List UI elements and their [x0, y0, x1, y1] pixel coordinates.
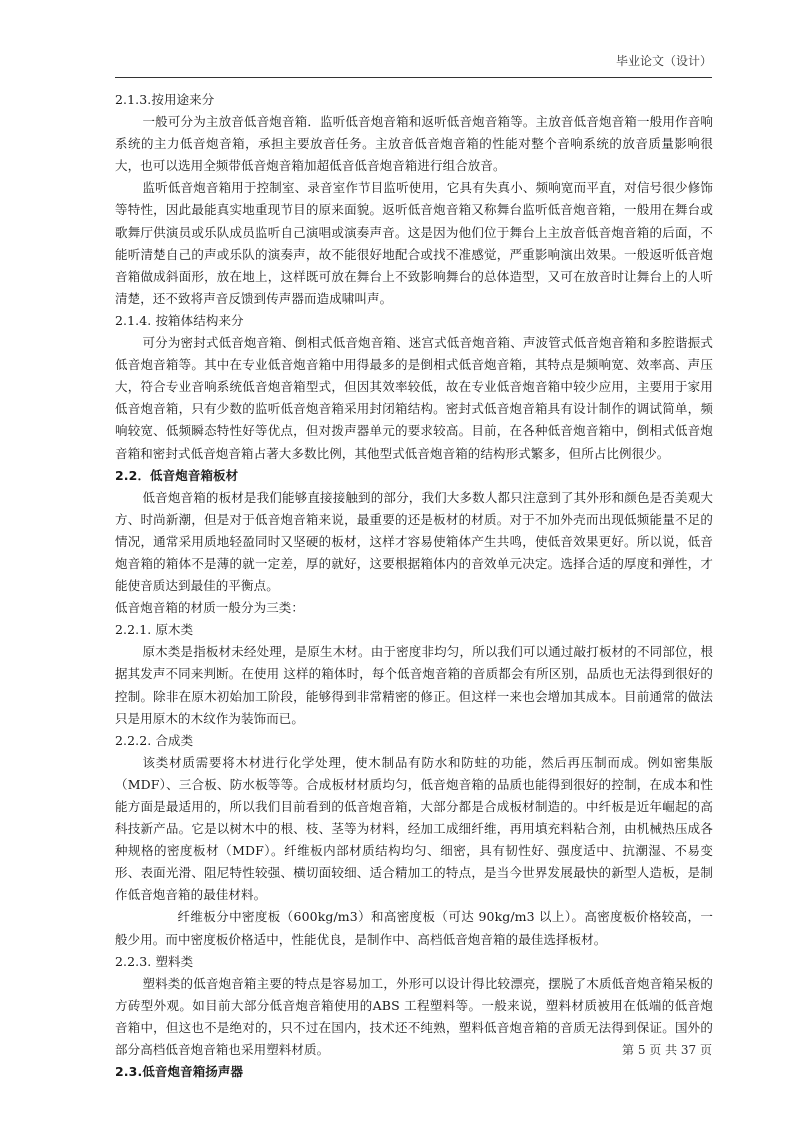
subsection-heading: 2.1.3.按用途来分: [115, 92, 215, 107]
paragraph: 一般可分为主放音低音炮音箱．监听低音炮音箱和返听低音炮音箱等。主放音低音炮音箱一般用作音响系统的主力低音炮音箱，承担主要放音任务。主放音低音炮音箱的性能对整个音响系统的放音质量影响很大，也可以选用全频带低音炮音箱加超低音低音炮音箱进行组合放音。: [115, 114, 713, 174]
subsection-heading: 2.2.1. 原木类: [115, 622, 194, 638]
paragraph: 监听低音炮音箱用于控制室、录音室作节目监听使用，它具有失真小、频响宽而平直，对信号很少修饰等特性，因此最能真实地重现节目的原来面貌。返听低音炮音箱又称舞台监听低音炮音箱，一般用在舞台或歌舞厅供演员或乐队成员监听自己演唱或演奏声音。这是因为他们位于舞台上主放音低音炮音箱的后面，不能听清楚自己的声或乐队的演奏声，故不能很好地配合或找不准感觉，严重影响演出效果。一般返听低音炮音箱做成斜面形，放在地上，这样既可放在舞台上不致影响舞台的总体造型，又可在放音时让舞台上的人听清楚，还不致将声音反馈到传声器而造成啸叫声。: [115, 180, 713, 306]
paragraph: 低音炮音箱的材质一般分为三类：: [115, 600, 305, 616]
section-heading: 2.3.低音炮音箱扬声器: [115, 1064, 244, 1080]
subsection-heading: 2.1.4. 按箱体结构来分: [115, 312, 244, 328]
paragraph: 该类材质需要将木材进行化学处理，使木制品有防水和防蛀的功能，然后再压制而成。例如密集版（MDF）、三合板、防水板等等。合成板材材质均匀，低音炮音箱的品质也能得到很好的控制，在成本和性能方面是最适用的，所以我们目前看到的低音炮音箱，大部分都是合成板材制造的。中纤板是近年崛起的高科技新产品。它是以树木中的根、枝、茎等为材料，经加工成细纤维，再用填充料粘合剂，由机械热压成各种规格的密度板材（MDF）。纤维板内部材质结构均匀、细密，具有韧性好、强度适中、抗潮湿、不易变形、表面光滑、阻尼特性较强、横切面较细、适合精加工的特点，是当今世界发展最快的新型人造板，是制作低音炮音箱的最佳材料。: [115, 754, 713, 903]
paragraph: 低音炮音箱的板材是我们能够直接接触到的部分，我们大多数人都只注意到了其外形和颜色是否美观大方、时尚新潮，但是对于低音炮音箱来说，最重要的还是板材的材质。对于不加外壳而出现低频能量不足的情况，通常采用质地轻盈同时又坚硬的板材，这样才容易使箱体产生共鸣，使低音效果更好。所以说，低音炮音箱的箱体不是薄的就一定差，厚的就好，这要根据箱体内的音效单元决定。选择合适的厚度和弹性，才能使音质达到最佳的平衡点。: [115, 489, 713, 594]
paragraph: 塑料类的低音炮音箱主要的特点是容易加工，外形可以设计得比较漂亮，摆脱了木质低音炮音箱呆板的方砖型外观。如目前大部分低音炮音箱使用的ABS 工程塑料等。一般来说，塑料材质被用在低端的低音炮音箱中，但这也不是绝对的，只不过在国内，技术还不纯熟，塑料低音炮音箱的音质无法得到保证。国外的部分高档低音炮音箱也采用塑料材质。: [115, 975, 713, 1058]
paragraph: 纤维板分中密度板（600kg/m3）和高密度板（可达 90kg/m3 以上）。高密度板价格较高，一般少用。而中密度板价格适中，性能优良，是制作中、高档低音炮音箱的最佳选择板材。: [115, 909, 713, 947]
body-text: [115, 89, 713, 1083]
paragraph: 原木类是指板材未经处理，是原生木材。由于密度非均匀，所以我们可以通过敲打板材的不同部位，根据其发声不同来判断。在使用 这样的箱体时，每个低音炮音箱的音质都会有所区别，品质也无法得到很好的控制。除非在原木初始加工阶段，能够得到非常精密的修正。但这样一来也会增加其成本。目前通常的做法只是用原木的木纹作为装饰而已。: [115, 644, 713, 726]
subsection-heading: 2.2.3. 塑料类: [115, 953, 194, 969]
page-number: 第 5 页 共 37 页: [622, 1043, 712, 1057]
paragraph: 可分为密封式低音炮音箱、倒相式低音炮音箱、迷宫式低音炮音箱、声波管式低音炮音箱和多腔谐振式低音炮音箱等。其中在专业低音炮音箱中用得最多的是倒相式低音炮音箱，其特点是频响宽、效率高、声压大，符合专业音响系统低音炮音箱型式，但因其效率较低，故在专业低音炮音箱中较少应用，主要用于家用低音炮音箱，只有少数的监听低音炮音箱采用封闭箱结构。密封式低音炮音箱具有设计制作的调试简单，频响较宽、低频瞬态特性好等优点，但对拨声器单元的要求较高。目前，在各种低音炮音箱中，倒相式低音炮音箱和密封式低音炮音箱占著大多数比例，其他型式低音炮音箱的结构形式繁多，但所占比例很少。: [115, 335, 713, 461]
subsection-heading: 2.2.2. 合成类: [115, 732, 194, 748]
section-heading: 2.2．低音炮音箱板材: [115, 467, 239, 483]
running-header: 毕业论文（设计）: [115, 52, 712, 78]
